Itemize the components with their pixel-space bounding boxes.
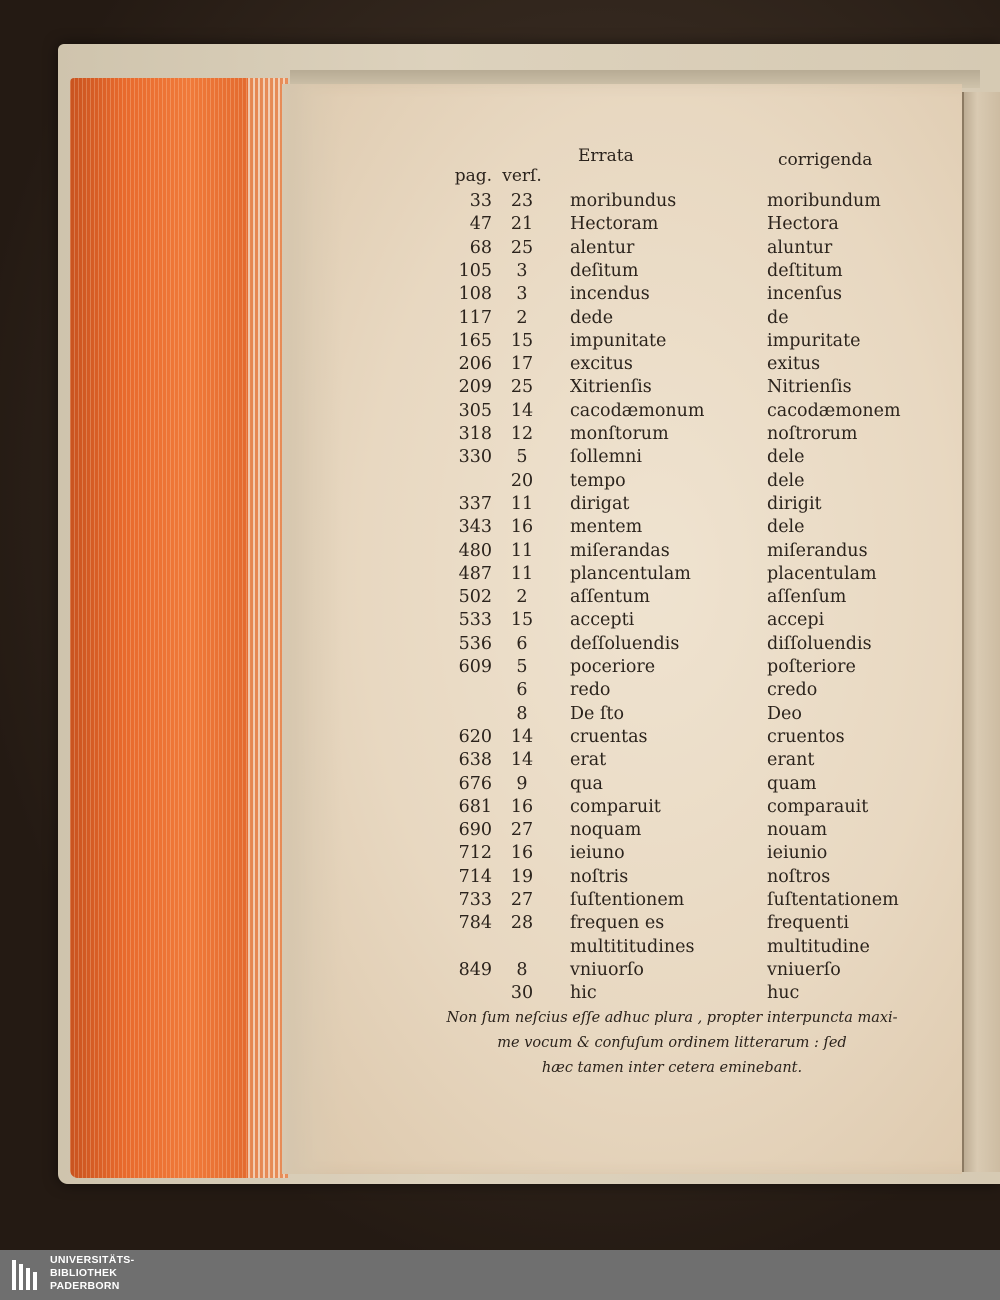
errata-row — [282, 912, 962, 935]
errata-row — [282, 982, 962, 1005]
correction-word: placentulam — [767, 563, 877, 584]
correction-word: credo — [767, 680, 818, 701]
errata-row — [282, 586, 962, 609]
verse-number: 21 — [510, 214, 534, 235]
correction-word: moribundum — [767, 191, 881, 211]
erratum-word: hic — [570, 983, 597, 1004]
verse-number: 11 — [510, 540, 534, 561]
erratum-word: dede — [570, 307, 614, 328]
verse-number: 15 — [510, 330, 534, 351]
correction-word: dele — [767, 447, 805, 468]
verse-number: 15 — [510, 610, 534, 631]
errata-note — [422, 1006, 922, 1081]
page-number: 209 — [458, 377, 492, 398]
verse-number: 19 — [510, 866, 534, 887]
correction-word: dirigit — [767, 493, 822, 514]
page-number: 638 — [458, 750, 492, 771]
page-edge-block — [70, 78, 288, 1178]
erratum-word: Xitrienſis — [570, 377, 652, 398]
page-number: 105 — [458, 260, 492, 281]
erratum-word: vniuorſo — [570, 959, 644, 980]
errata-row — [282, 796, 962, 819]
note-line: me vocum & confuſum ordinem litterarum : ſed — [497, 1035, 847, 1051]
page-number: 47 — [469, 214, 492, 235]
errata-row — [282, 493, 962, 516]
erratum-word: erat — [570, 750, 607, 771]
correction-word: aluntur — [767, 237, 833, 258]
page-number: 337 — [458, 493, 492, 514]
erratum-word: qua — [570, 773, 603, 794]
correction-word: dele — [767, 470, 805, 491]
errata-row — [282, 609, 962, 632]
erratum-word: cruentas — [570, 726, 648, 747]
page-number: 681 — [458, 796, 492, 817]
correction-word: multitudine — [767, 936, 870, 957]
page-number: 318 — [458, 424, 492, 444]
page-number: 117 — [458, 307, 492, 328]
library-name — [50, 1254, 134, 1293]
verse-number: 8 — [516, 959, 528, 980]
page-number: 533 — [458, 610, 492, 631]
page-number: 108 — [458, 284, 492, 305]
errata-list — [282, 84, 962, 1174]
erratum-word: miſerandas — [570, 540, 670, 561]
correction-word: comparauit — [767, 796, 869, 817]
library-name-line: UNIVERSITÄTS- — [50, 1254, 135, 1266]
errata-row — [282, 679, 962, 702]
page-number: 165 — [458, 330, 492, 351]
errata-row — [282, 353, 962, 376]
erratum-word: Hectoram — [570, 214, 659, 235]
page-number: 714 — [458, 866, 492, 887]
erratum-word: cacodæmonum — [570, 400, 705, 421]
heading-errata: Errata — [578, 146, 634, 166]
verse-number: 25 — [510, 237, 534, 258]
errata-row — [282, 190, 962, 213]
column-header-pag: pag. — [454, 166, 492, 186]
errata-row — [282, 283, 962, 306]
erratum-word: moribundus — [570, 191, 677, 211]
erratum-word: comparuit — [570, 796, 661, 817]
errata-row — [282, 656, 962, 679]
page-number: 68 — [469, 237, 492, 258]
errata-row — [282, 866, 962, 889]
erratum-word: deſſoluendis — [570, 633, 680, 654]
erratum-word: plancentulam — [570, 563, 691, 584]
correction-word: quam — [767, 773, 817, 794]
erratum-word: poceriore — [570, 657, 656, 677]
library-logo-icon — [12, 1260, 42, 1290]
erratum-word: tempo — [570, 470, 626, 491]
page-number: 609 — [458, 657, 492, 677]
page-number: 620 — [458, 726, 492, 747]
errata-row — [282, 842, 962, 865]
correction-word: incenſus — [767, 284, 843, 305]
verse-number: 14 — [510, 400, 534, 421]
correction-word: deſtitum — [767, 260, 843, 281]
errata-row — [282, 237, 962, 260]
errata-row — [282, 400, 962, 423]
verse-number: 16 — [510, 517, 534, 538]
erratum-word: alentur — [570, 237, 635, 258]
verse-number: 3 — [516, 284, 528, 305]
verse-number: 2 — [516, 307, 528, 328]
errata-row — [282, 633, 962, 656]
page-number: 33 — [469, 191, 492, 211]
verse-number: 6 — [516, 680, 528, 701]
erratum-word: De ſto — [570, 703, 624, 724]
errata-row — [282, 819, 962, 842]
correction-word: aſſenſum — [767, 587, 847, 608]
verse-number: 27 — [510, 820, 534, 841]
correction-word: noſtrorum — [767, 424, 858, 444]
correction-word: nouam — [767, 820, 828, 841]
erratum-word: monſtorum — [570, 424, 669, 444]
verse-number: 16 — [510, 843, 534, 864]
library-name-line: BIBLIOTHEK — [50, 1267, 118, 1279]
correction-word: de — [767, 307, 789, 328]
errata-row — [282, 307, 962, 330]
page-number: 480 — [458, 540, 492, 561]
page-number: 849 — [458, 959, 492, 980]
correction-word: Hectora — [767, 214, 839, 235]
errata-row — [282, 516, 962, 539]
page-number: 676 — [458, 773, 492, 794]
correction-word: huc — [767, 983, 800, 1004]
verse-number: 14 — [510, 726, 534, 747]
verse-number: 30 — [510, 983, 534, 1004]
erratum-word: incendus — [570, 284, 650, 305]
errata-row — [282, 423, 962, 446]
page-number: 733 — [458, 890, 492, 910]
correction-word: vniuerſo — [767, 959, 841, 980]
errata-row — [282, 703, 962, 726]
erratum-word: deſitum — [570, 260, 639, 281]
errata-row — [282, 936, 962, 959]
verse-number: 5 — [516, 447, 528, 468]
erratum-word: ſollemni — [570, 447, 643, 468]
errata-row — [282, 213, 962, 236]
erratum-word: noſtris — [570, 866, 629, 887]
correction-word: Nitrienſis — [767, 377, 852, 398]
verse-number: 25 — [510, 377, 534, 398]
erratum-word: ſuſtentionem — [570, 890, 685, 910]
column-header-vers: verſ. — [502, 166, 542, 186]
errata-row — [282, 726, 962, 749]
verse-number: 12 — [510, 424, 534, 444]
errata-row — [282, 446, 962, 469]
correction-word: frequenti — [767, 913, 849, 934]
correction-word: cruentos — [767, 726, 845, 747]
page-number: 330 — [458, 447, 492, 468]
errata-row — [282, 773, 962, 796]
note-line: Non ſum neſcius eſſe adhuc plura , propter interpuncta maxi- — [446, 1010, 898, 1026]
correction-word: dele — [767, 517, 805, 538]
erratum-word: mentem — [570, 517, 643, 538]
verse-number: 11 — [510, 493, 534, 514]
verse-number: 23 — [510, 191, 534, 211]
facing-page-edge — [962, 92, 1000, 1172]
errata-row — [282, 330, 962, 353]
errata-row — [282, 260, 962, 283]
correction-word: impuritate — [767, 330, 861, 351]
verse-number: 9 — [516, 773, 528, 794]
verse-number: 5 — [516, 657, 528, 677]
errata-row — [282, 749, 962, 772]
page-number: 305 — [458, 400, 492, 421]
erratum-word: impunitate — [570, 330, 667, 351]
errata-row — [282, 563, 962, 586]
page-number: 502 — [458, 587, 492, 608]
erratum-word: multititudines — [570, 936, 695, 957]
correction-word: exitus — [767, 354, 821, 375]
page-number: 536 — [458, 633, 492, 654]
correction-word: miſerandus — [767, 540, 868, 561]
correction-word: noſtros — [767, 866, 831, 887]
errata-row — [282, 959, 962, 982]
erratum-word: dirigat — [570, 493, 630, 514]
errata-row — [282, 540, 962, 563]
verse-number: 8 — [516, 703, 528, 724]
verse-number: 16 — [510, 796, 534, 817]
erratum-word: redo — [570, 680, 611, 701]
verse-number: 14 — [510, 750, 534, 771]
errata-row — [282, 376, 962, 399]
correction-word: poſteriore — [767, 657, 856, 677]
page-number: 487 — [458, 563, 492, 584]
correction-word: ſuſtentationem — [767, 890, 899, 910]
library-name-line: PADERBORN — [50, 1280, 120, 1292]
correction-word: erant — [767, 750, 815, 771]
erratum-word: frequen es — [570, 913, 665, 934]
errata-row — [282, 470, 962, 493]
page-number: 206 — [458, 354, 492, 375]
verse-number: 28 — [510, 913, 534, 934]
page-number: 784 — [458, 913, 492, 934]
note-line: hæc tamen inter cetera eminebant. — [541, 1060, 803, 1076]
erratum-word: ieiuno — [570, 843, 625, 864]
heading-corrigenda: corrigenda — [778, 150, 873, 170]
erratum-word: excitus — [570, 354, 633, 375]
erratum-word: aſſentum — [570, 587, 650, 608]
verse-number: 17 — [510, 354, 534, 375]
page-number: 343 — [458, 517, 492, 538]
erratum-word: noquam — [570, 820, 642, 841]
verse-number: 20 — [510, 470, 534, 491]
correction-word: accepi — [767, 610, 825, 631]
correction-word: Deo — [767, 703, 802, 724]
errata-row — [282, 889, 962, 912]
correction-word: cacodæmonem — [767, 400, 901, 421]
verse-number: 27 — [510, 890, 534, 910]
verse-number: 3 — [516, 260, 528, 281]
verse-number: 2 — [516, 587, 528, 608]
page-number: 712 — [458, 843, 492, 864]
erratum-word: accepti — [570, 610, 635, 631]
verse-number: 11 — [510, 563, 534, 584]
verse-number: 6 — [516, 633, 528, 654]
correction-word: diſſoluendis — [767, 633, 872, 654]
library-footer — [0, 1250, 1000, 1300]
page-number: 690 — [458, 820, 492, 841]
correction-word: ieiunio — [767, 843, 828, 864]
